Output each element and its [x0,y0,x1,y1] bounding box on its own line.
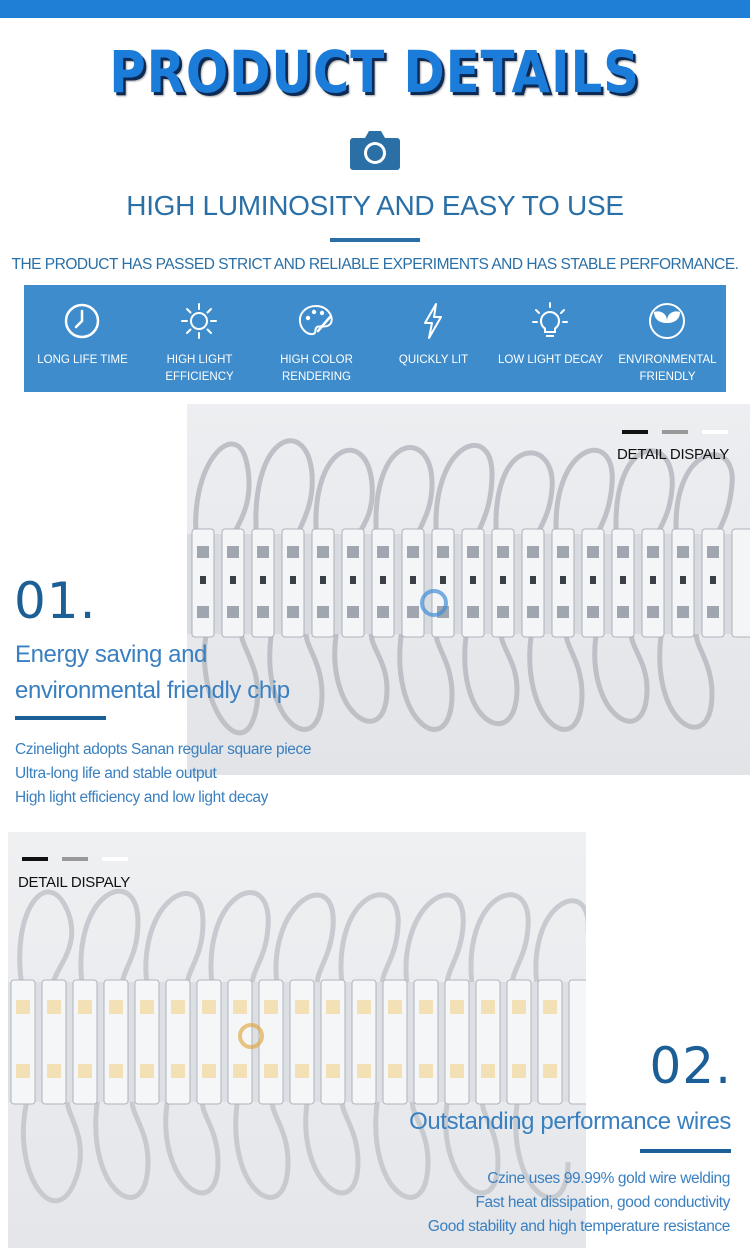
feature-light-efficiency [141,285,258,392]
bulb-icon [530,301,570,341]
feature-low-light-decay [492,285,609,392]
feature-label: HIGH LIGHT EFFICIENCY [165,354,234,383]
detail-display-label: DETAIL DISPALY [18,874,130,891]
section-heading: Energy saving and environmental friendly chip [15,641,290,704]
feature-long-life [24,285,141,392]
tagline: THE PRODUCT HAS PASSED STRICT AND RELIABLE EXPERIMENTS AND HAS STABLE PERFORMANCE. [11,256,739,273]
subtitle: HIGH LUMINOSITY AND EASY TO USE [126,190,624,221]
indicator-dash-black [22,857,48,861]
feature-color-rendering [258,285,375,392]
feature-quickly-lit [375,285,492,392]
page-title: PRODUCT DETAILS [109,38,641,106]
sun-icon [179,301,219,341]
indicator-dash-gray [62,857,88,861]
feature-environmental [609,285,726,392]
indicator-dash-white [102,857,128,861]
title-container [0,38,750,106]
section-underline [640,1149,731,1153]
section-body: Czine uses 99.99% gold wire welding Fast heat dissipation, good conductivity Good stability and high temperature resistance [427,1170,730,1235]
lightning-icon [413,301,453,341]
section-number: 02. [649,1037,732,1095]
clock-icon [62,301,102,341]
subtitle-underline [330,238,420,242]
top-accent-bar [0,0,750,18]
feature-label: QUICKLY LIT [398,354,469,366]
detail-display-label: DETAIL DISPALY [617,446,729,463]
indicator-dash-gray [662,430,688,434]
section-heading: Outstanding performance wires [409,1108,731,1135]
feature-label: HIGH COLOR RENDERING [280,354,353,383]
indicator-dash-white [702,430,728,434]
section-underline [15,716,106,720]
section-number: 01. [14,572,97,630]
palette-icon [296,301,336,341]
indicator-dash-black [622,430,648,434]
leaf-icon [647,301,687,341]
camera-icon [349,128,401,172]
feature-label: ENVIRONMENTAL FRIENDLY [618,354,717,383]
product-photo-1 [187,404,750,775]
section-body: Czinelight adopts Sanan regular square piece Ultra-long life and stable output High light efficiency and low light decay [15,741,312,806]
feature-strip [24,285,726,392]
feature-label: LONG LIFE TIME [37,354,128,366]
feature-label: LOW LIGHT DECAY [497,354,603,366]
